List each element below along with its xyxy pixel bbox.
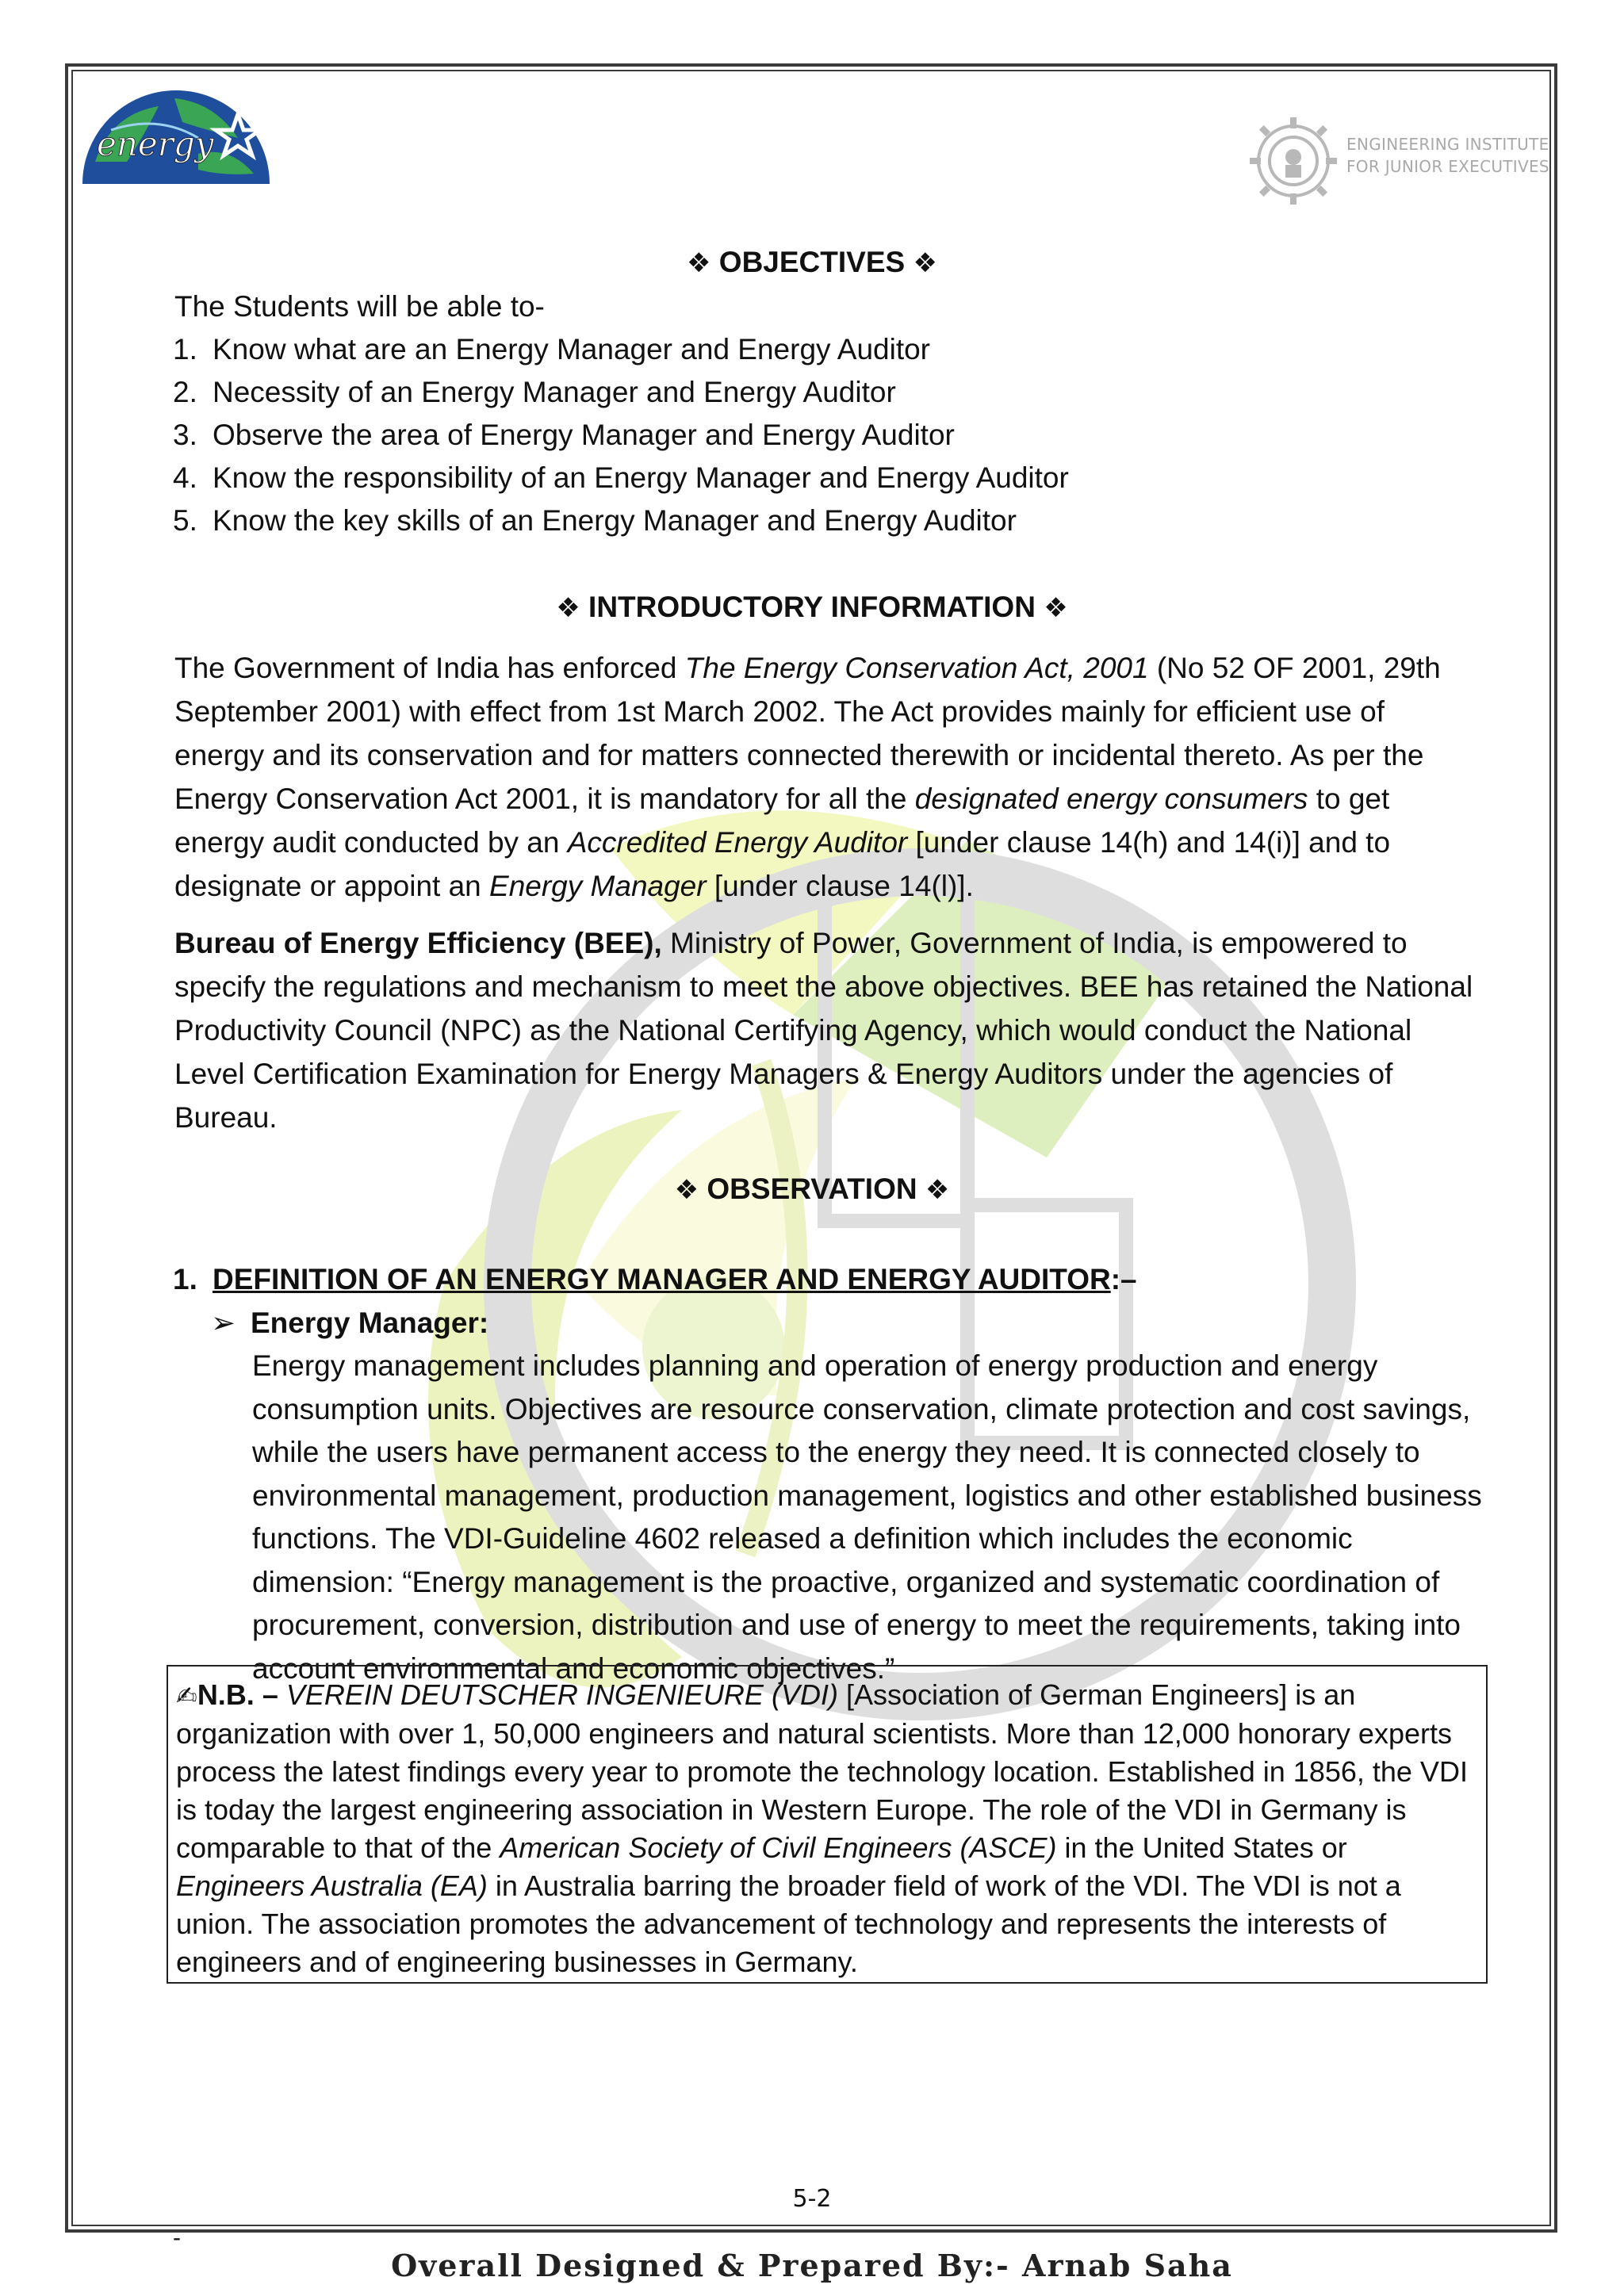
observation-heading: [0, 1172, 1624, 1207]
objective-item: [173, 457, 1069, 499]
intro-paragraph-2: [174, 921, 1475, 1139]
section-1-title: [173, 1258, 1137, 1301]
diamond-icon: ❖: [1044, 592, 1068, 624]
objective-number: 4.: [173, 461, 197, 494]
observation-heading-text: OBSERVATION: [707, 1173, 917, 1205]
intro-text: [under clause 14(l)].: [706, 870, 974, 902]
objective-item: [173, 328, 930, 371]
footer-credit: Overall Designed & Prepared By:- Arnab Saha: [391, 2248, 1233, 2283]
page-number: 5-2: [792, 2185, 832, 2213]
diamond-icon: ❖: [674, 1174, 699, 1206]
energy-manager-subtitle: [211, 1302, 488, 1345]
objective-number: 2.: [173, 376, 197, 408]
objective-number: 5.: [173, 504, 197, 537]
objective-item: [173, 371, 896, 414]
nb-text: [Association of German Engineers] is an organization with over 1, 50,000 engineers and natural scientists. More than 12,000 honorary experts process the latest findings every year to promote the technology location. Established in 1856, the VDI is today the largest engineering association in Western Europe. The role of the VDI in Germany is comparable to that of the: [176, 1678, 1468, 1864]
objective-number: 1.: [173, 333, 197, 365]
section-number: 1.: [173, 1263, 197, 1295]
institute-line1: ENGINEERING INSTITUTE: [1346, 135, 1549, 154]
section-title-text: DEFINITION OF AN ENERGY MANAGER AND ENERGY AUDITOR: [213, 1263, 1111, 1295]
diamond-icon: ❖: [556, 592, 580, 624]
intro-paragraph-1: [174, 646, 1475, 908]
writing-hand-icon: ✍: [176, 1681, 197, 1711]
footer-dash: -: [173, 2225, 181, 2251]
subtitle-text: Energy Manager:: [251, 1307, 489, 1339]
vdi-name: VEREIN DEUTSCHER INGENIEURE (VDI): [285, 1678, 838, 1711]
nb-text: in Australia barring the broader field of work of the VDI. The VDI is not a union. The association promotes the advancement of technology and represents the interests of engineers and of engineering businesses in Germany.: [176, 1869, 1401, 1978]
objective-text: Observe the area of Energy Manager and Energy Auditor: [213, 419, 955, 451]
objectives-intro: The Students will be able to-: [174, 290, 545, 323]
nb-text: in the United States or: [1056, 1831, 1347, 1864]
institute-line2: FOR JUNIOR EXECUTIVES: [1346, 157, 1549, 176]
designated-consumers: designated energy consumers: [914, 783, 1308, 815]
logo-wordmark: energy: [97, 124, 214, 163]
objectives-heading-text: OBJECTIVES: [718, 246, 906, 278]
objective-text: Necessity of an Energy Manager and Energy Auditor: [213, 376, 896, 408]
objectives-heading: [0, 245, 1624, 281]
accredited-auditor: Accredited Energy Auditor: [567, 826, 908, 859]
diamond-icon: ❖: [925, 1174, 950, 1206]
objective-item: [173, 414, 955, 457]
intro-text: The Government of India has enforced: [174, 652, 685, 684]
objective-text: Know the responsibility of an Energy Manager and Energy Auditor: [213, 461, 1069, 494]
objective-text: Know the key skills of an Energy Manager and Energy Auditor: [213, 504, 1017, 537]
diamond-icon: ❖: [913, 247, 937, 279]
section-title-suffix: :–: [1110, 1263, 1137, 1295]
nb-label: N.B. –: [197, 1678, 278, 1711]
asce-name: American Society of Civil Engineers (ASCE): [500, 1831, 1057, 1864]
intro-heading-text: INTRODUCTORY INFORMATION: [588, 591, 1036, 623]
intro-text: (No 52 OF 2001, 29th September 2001) with effect from 1st March 2002. The Act provides mainly for efficient use of energy and its conservation and for matters connected therewith or incidental thereto. As per the Energy Conservation Act 2001, it is mandatory for all the: [174, 652, 1441, 815]
objective-number: 3.: [173, 419, 197, 451]
intro-text: to get energy audit conducted by an: [174, 783, 1390, 859]
arrow-bullet-icon: ➢: [211, 1306, 236, 1340]
intro-text: [under clause 14(h) and 14(i)] and to designate or appoint an: [174, 826, 1391, 902]
act-name: The Energy Conservation Act, 2001: [684, 652, 1149, 684]
ea-name: Engineers Australia (EA): [176, 1869, 488, 1902]
intro-heading: [0, 590, 1624, 626]
energy-manager-term: Energy Manager: [489, 870, 707, 902]
nb-note-box: [167, 1665, 1488, 1984]
diamond-icon: ❖: [687, 247, 711, 279]
objective-item: [173, 499, 1017, 542]
intro-text: Ministry of Power, Government of India, is empowered to specify the regulations and mechanism to meet the above objectives. BEE has retained the National Productivity Council (NPC) as the National Certifying Agency, which would conduct the National Level Certification Examination for Energy Managers & Energy Auditors under the agencies of Bureau.: [174, 927, 1473, 1134]
objective-text: Know what are an Energy Manager and Energy Auditor: [213, 333, 931, 365]
bee-name: Bureau of Energy Efficiency (BEE),: [174, 927, 662, 959]
energy-manager-definition: Energy management includes planning and operation of energy production and energy consumption units. Objectives are resource conservation, climate protection and cost savings, while the users have permanent access to the energy they need. It is connected closely to environmental management, production management, logistics and other established business functions. The VDI-Guideline 4602 released a definition which includes the economic dimension: “Energy management is the proactive, organized and systematic coordination of procurement, conversion, distribution and use of energy to meet the requirements, taking into account environmental and economic objectives.”: [252, 1349, 1482, 1685]
